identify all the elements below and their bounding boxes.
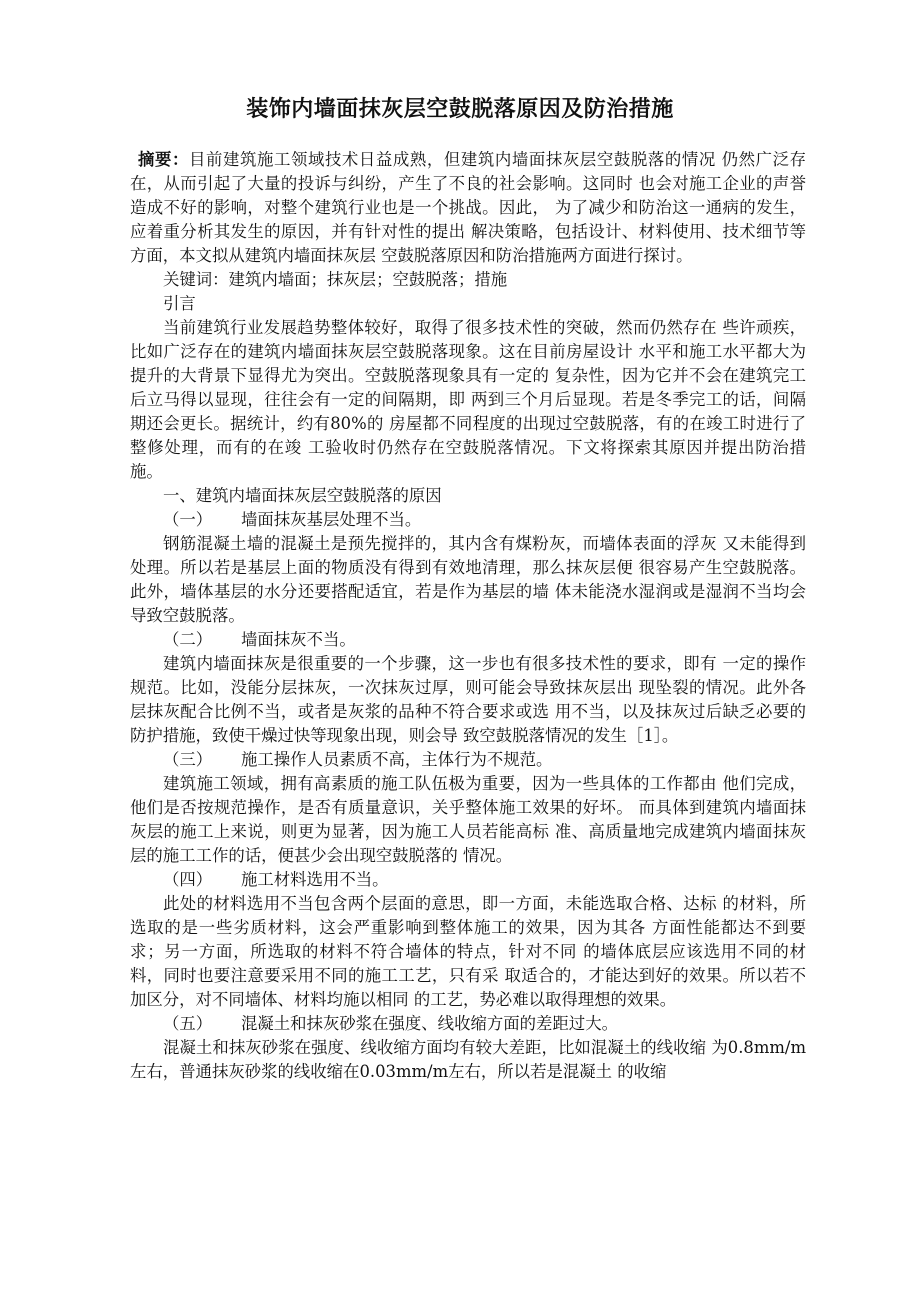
document-body: [130, 148, 806, 1084]
subsection-heading-3: [130, 748, 806, 772]
subsection-number: （二）: [163, 630, 213, 649]
section-heading: 一、建筑内墙面抹灰层空鼓脱落的原因: [163, 486, 442, 505]
subsection-number: （一）: [163, 510, 213, 529]
intro-paragraph: 当前建筑行业发展趋势整体较好，取得了很多技术性的突破，然而仍然存在 些许顽疾，比如广泛存在的建筑内墙面抹灰层空鼓脱落现象。这在目前房屋设计 水平和施工水平都大为提升的大背景下显得尤为突出。空鼓脱落现象具有一定的 复杂性，因为它并不会在建筑完工后立马得以显现，往往会有一定的间隔期，即 两到三个月后显现。若是冬季完工的话，间隔期还会更长。据统计，约有80%的 房屋都不同程度的出现过空鼓脱落，有的在竣工时进行了整修处理，而有的在竣 工验收时仍然存在空鼓脱落情况。下文将探索其原因并提出防治措施。: [130, 318, 806, 481]
subsection-heading-2: [130, 628, 806, 652]
subsection-title: 施工材料选用不当。: [241, 870, 389, 889]
subsection-paragraph-4: 此处的材料选用不当包含两个层面的意思，即一方面，未能选取合格、达标 的材料，所选取的是一些劣质材料，这会严重影响到整体施工的效果，因为其各 方面性能都达不到要求；另一方面，所选取的材料不符合墙体的特点，针对不同 的墙体底层应该选用不同的材料，同时也要注意要采用不同的施工工艺，只有采 取适合的，才能达到好的效果。所以若不加区分，对不同墙体、材料均施以相同 的工艺，势必难以取得理想的效果。: [130, 894, 806, 1009]
subsection-title: 墙面抹灰不当。: [241, 630, 356, 649]
subsection-heading-5: [130, 1012, 806, 1036]
subsection-paragraph-2: 建筑内墙面抹灰是很重要的一个步骤，这一步也有很多技术性的要求，即有 一定的操作规范。比如，没能分层抹灰，一次抹灰过厚，则可能会导致抹灰层出 现坠裂的情况。此外各层抹灰配合比例不当，或者是灰浆的品种不符合要求或选 用不当，以及抹灰过后缺乏必要的防护措施，致使干燥过快等现象出现，则会导 致空鼓脱落情况的发生［1］。: [130, 654, 806, 745]
document-title: 装饰内墙面抹灰层空鼓脱落原因及防治措施: [246, 97, 674, 122]
subsection-paragraph-3: 建筑施工领域，拥有高素质的施工队伍极为重要，因为一些具体的工作都由 他们完成，他们是否按规范操作，是否有质量意识，关乎整体施工效果的好坏。 而具体到建筑内墙面抹灰层的施工上来说，则更为显著，因为施工人员若能高标 准、高质量地完成建筑内墙面抹灰层的施工工作的话，便甚少会出现空鼓脱落的 情况。: [130, 774, 806, 865]
subsection-number: （四）: [163, 870, 213, 889]
subsection-title: 墙面抹灰基层处理不当。: [241, 510, 422, 529]
subsection-paragraph-5: 混凝土和抹灰砂浆在强度、线收缩方面均有较大差距，比如混凝土的线收缩 为0.8mm/m左右，普通抹灰砂浆的线收缩在0.03mm/m左右，所以若是混凝土 的收缩: [130, 1038, 806, 1081]
abstract-text: 目前建筑施工领域技术日益成熟，但建筑内墙面抹灰层空鼓脱落的情况 仍然广泛存在，从而引起了大量的投诉与纠纷，产生了不良的社会影响。这同时 也会对施工企业的声誉造成不好的影响，对整个建筑行业也是一个挑战。因此， 为了减少和防治这一通病的发生，应着重分析其发生的原因，并有针对性的提出 解决策略，包括设计、材料使用、技术细节等方面，本文拟从建筑内墙面抹灰层 空鼓脱落原因和防治措施两方面进行探讨。: [130, 150, 806, 265]
subsection-title: 混凝土和抹灰砂浆在强度、线收缩方面的差距过大。: [241, 1014, 618, 1033]
abstract-label: 摘要：: [138, 150, 189, 169]
subsection-heading-1: [130, 508, 806, 532]
subsection-title: 施工操作人员素质不高，主体行为不规范。: [241, 750, 553, 769]
keywords-line: 关键词：建筑内墙面；抹灰层；空鼓脱落；措施: [163, 270, 508, 289]
abstract-paragraph: [130, 148, 806, 268]
subsection-number: （五）: [163, 1014, 213, 1033]
subsection-number: （三）: [163, 750, 213, 769]
subsection-paragraph-1: 钢筋混凝土墙的混凝土是预先搅拌的，其内含有煤粉灰，而墙体表面的浮灰 又未能得到处理。所以若是基层上面的物质没有得到有效地清理，那么抹灰层便 很容易产生空鼓脱落。此外，墙体基层的水分还要搭配适宜，若是作为基层的墙 体未能浇水湿润或是湿润不当均会导致空鼓脱落。: [130, 534, 806, 625]
intro-heading: 引言: [163, 294, 196, 313]
subsection-heading-4: [130, 868, 806, 892]
